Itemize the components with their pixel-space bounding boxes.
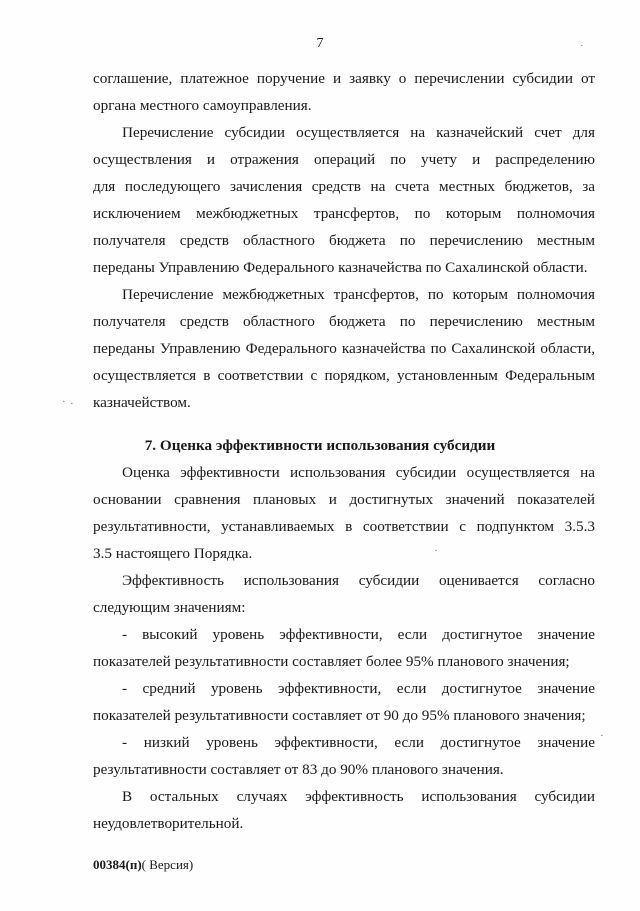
- text-line: переданы Управлению Федерального казначейства по Сахалинской области,: [93, 340, 595, 357]
- text-line: казначейством.: [93, 394, 191, 411]
- text-line: для последующего зачисления средств на счета местных бюджетов, за: [93, 178, 595, 195]
- scan-speck: ·: [434, 545, 438, 557]
- document-version: ( Версия): [141, 857, 194, 872]
- text-line: Перечисление субсидии осуществляется на казначейский счет для: [122, 124, 595, 141]
- text-line: результативности составляет от 83 до 90% планового значения.: [93, 761, 504, 778]
- text-line: Оценка эффективности использования субсидии осуществляется на: [122, 464, 595, 481]
- scan-speck: ·: [580, 40, 584, 52]
- text-line: переданы Управлению Федерального казначейства по Сахалинской области.: [93, 259, 588, 276]
- text-line: органа местного самоуправления.: [93, 97, 312, 114]
- text-line: основании сравнения плановых и достигнутых значений показателей: [93, 491, 595, 508]
- text-line: получателя средств областного бюджета по перечислению местным: [93, 313, 595, 330]
- text-line: соглашение, платежное поручение и заявку о перечислении субсидии от: [93, 70, 595, 87]
- list-item: - низкий уровень эффективности, если достигнутое значение: [122, 734, 595, 751]
- text-line: результативности, устанавливаемых в соответствии с подпунктом 3.5.3: [93, 518, 595, 535]
- text-line: В остальных случаях эффективность использования субсидии: [122, 788, 595, 805]
- list-item: - средний уровень эффективности, если достигнутое значение: [122, 680, 595, 697]
- text-line: получателя средств областного бюджета по перечислению местным: [93, 232, 595, 249]
- page-number: 7: [316, 36, 324, 51]
- list-item: - высокий уровень эффективности, если достигнутое значение: [122, 626, 595, 643]
- document-code: 00384(п): [93, 857, 142, 872]
- document-footer: [93, 857, 193, 873]
- text-line: осуществляется в соответствии с порядком, установленным Федеральным: [93, 367, 595, 384]
- text-line: Перечисление межбюджетных трансфертов, по которым полномочия: [122, 286, 595, 303]
- section-heading: 7. Оценка эффективности использования субсидии: [144, 437, 496, 454]
- text-line: осуществления и отражения операций по учету и распределению: [93, 151, 595, 168]
- text-line: неудовлетворительной.: [93, 815, 244, 832]
- text-line: следующим значениям:: [93, 599, 246, 616]
- text-line: исключением межбюджетных трансфертов, по которым полномочия: [93, 205, 595, 222]
- scan-speck: ·: [70, 398, 74, 410]
- scan-speck: ·: [600, 730, 604, 742]
- text-line: Эффективность использования субсидии оценивается согласно: [122, 572, 595, 589]
- text-line: показателей результативности составляет более 95% планового значения;: [93, 653, 570, 670]
- text-line: показателей результативности составляет от 90 до 95% планового значения;: [93, 707, 586, 724]
- text-line: 3.5 настоящего Порядка.: [93, 545, 253, 562]
- scan-speck: ·: [62, 396, 66, 408]
